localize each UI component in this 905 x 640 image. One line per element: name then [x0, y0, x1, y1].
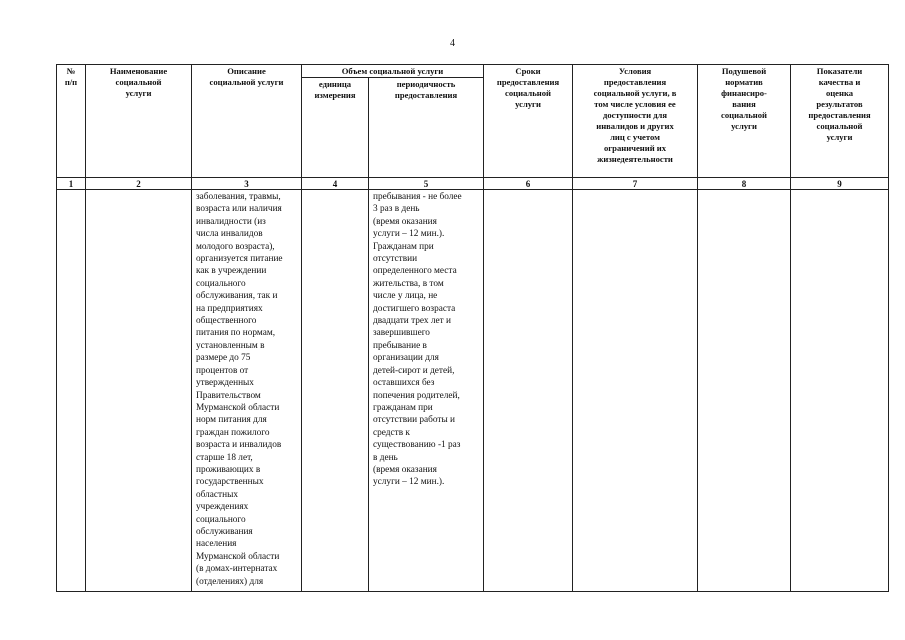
- header-description: Описание социальной услуги: [192, 65, 302, 178]
- column-number: 6: [484, 178, 573, 190]
- column-number: 9: [791, 178, 889, 190]
- header-unit: единица измерения: [302, 78, 369, 178]
- column-number: 8: [698, 178, 791, 190]
- header-conditions: Условия предоставления социальной услуги, в том числе условия ее доступности для инвалидов и других лиц с учетом ограничений их жизнедеятельности: [573, 65, 698, 178]
- cell-frequency: [369, 190, 484, 592]
- cell-unit: [302, 190, 369, 592]
- description-text: заболевания, травмы, возраста или наличия инвалидности (из числа инвалидов молодого возраста), организуется питание как в учреждении социального обслуживания, так и на предприятиях общественного питания по нормам, установленным в размере до 75 процентов от утвержденных Правительством Мурманской области норм питания для граждан пожилого возраста и инвалидов старше 18 лет, проживающих в государственных областных учреждениях социального обслуживания населения Мурманской области (в домах-интернатах (отделениях) для: [196, 192, 283, 587]
- cell-financing-norm: [698, 190, 791, 592]
- header-volume: Объем социальной услуги: [302, 65, 484, 78]
- header-frequency: периодичность предоставления: [369, 78, 484, 178]
- column-number: 5: [369, 178, 484, 190]
- column-number: 4: [302, 178, 369, 190]
- cell-num: [57, 190, 86, 592]
- table-row: [57, 190, 889, 592]
- header-financing-norm: Подушевой норматив финансиро- вания социальной услуги: [698, 65, 791, 178]
- column-number: 1: [57, 178, 86, 190]
- column-number: 2: [86, 178, 192, 190]
- cell-description: [192, 190, 302, 592]
- cell-terms: [484, 190, 573, 592]
- social-services-table: [56, 64, 889, 592]
- header-quality: Показатели качества и оценка результатов предоставления социальной услуги: [791, 65, 889, 178]
- header-service-name: Наименование социальной услуги: [86, 65, 192, 178]
- frequency-text: пребывания - не более 3 раз в день (время оказания услуги – 12 мин.). Гражданам при отсутствии определенного места жительства, в том числе у лица, не достигшего возраста двадцати трех лет и завершившего пребывание в организации для детей-сирот и детей, оставшихся без попечения родителей, гражданам при отсутствии работы и средств к существованию -1 раз в день (время оказания услуги – 12 мин.).: [373, 192, 462, 488]
- header-terms: Сроки предоставления социальной услуги: [484, 65, 573, 178]
- cell-service-name: [86, 190, 192, 592]
- page-number: 4: [450, 38, 455, 49]
- cell-conditions: [573, 190, 698, 592]
- column-number: 7: [573, 178, 698, 190]
- column-number: 3: [192, 178, 302, 190]
- header-num: № п/п: [57, 65, 86, 178]
- column-numbers-row: [57, 178, 889, 190]
- cell-quality: [791, 190, 889, 592]
